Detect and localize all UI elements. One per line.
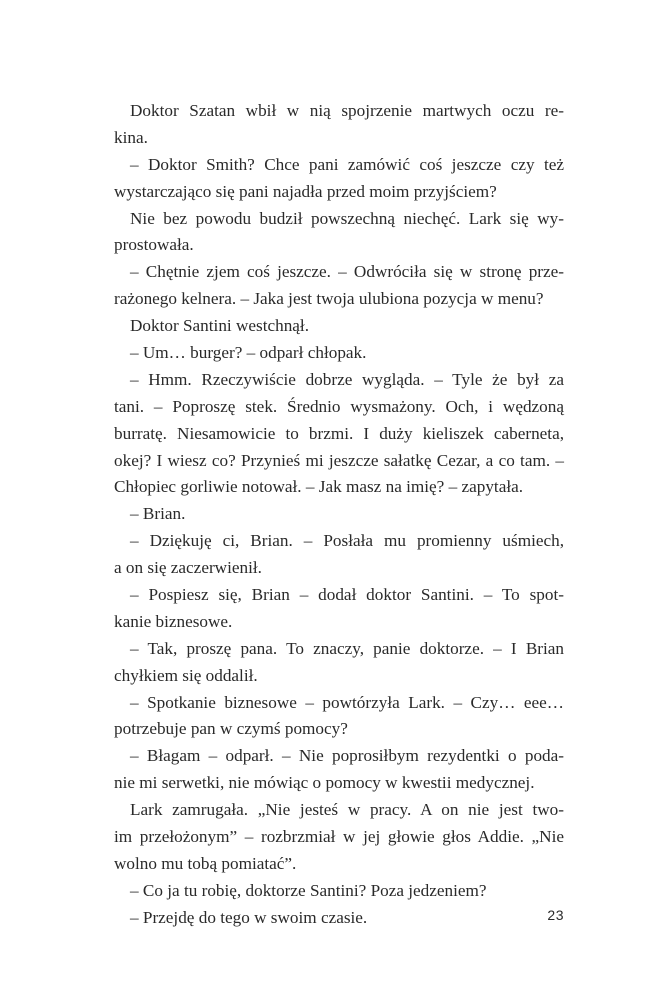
text-line: – Błagam – odparł. – Nie poprosiłbym rezydentki o poda- (130, 746, 564, 766)
text-line: – Dziękuję ci, Brian. – Posłała mu promienny uśmiech, (130, 531, 564, 551)
text-line: – Chętnie zjem coś jeszcze. – Odwróciła się w stronę prze- (130, 262, 564, 282)
text-line: Chłopiec gorliwie notował. – Jak masz na imię? – zapytała. (114, 477, 524, 497)
text-line: – Brian. (130, 504, 186, 524)
text-line: – Pospiesz się, Brian – dodał doktor Santini. – To spot- (130, 585, 564, 605)
text-line: Doktor Szatan wbił w nią spojrzenie martwych oczu re- (130, 101, 564, 120)
text-line: kanie biznesowe. (114, 611, 233, 631)
text-line: burratę. Niesamowicie to brzmi. I duży kieliszek caberneta, (114, 423, 564, 443)
text-line: – Przejdę do tego w swoim czasie. (130, 907, 368, 927)
text-line: tani. – Poproszę stek. Średnio wysmażony. Och, i wędzoną (114, 396, 564, 416)
text-line: – Spotkanie biznesowe – powtórzyła Lark. – Czy… eee… (130, 692, 564, 712)
text-line: – Um… burger? – odparł chłopak. (130, 343, 367, 363)
text-line: Nie bez powodu budził powszechną niechęć. Lark się wy- (130, 208, 564, 228)
text-line: – Tak, proszę pana. To znaczy, panie doktorze. – I Brian (130, 638, 564, 658)
text-line: kina. (114, 127, 148, 147)
text-line: okej? I wiesz co? Przynieś mi jeszcze sałatkę Cezar, a co tam. – (114, 450, 564, 470)
body-text (114, 98, 564, 932)
text-line: – Doktor Smith? Chce pani zamówić coś jeszcze czy też (130, 154, 564, 174)
text-line: Doktor Santini westchnął. (130, 316, 310, 336)
text-line: potrzebuje pan w czymś pomocy? (114, 719, 348, 739)
text-line: Lark zamrugała. „Nie jesteś w pracy. A on nie jest two- (130, 800, 564, 820)
text-line: nie mi serwetki, nie mówiąc o pomocy w kwestii medycznej. (114, 773, 535, 793)
page-number: 23 (547, 907, 564, 923)
text-line: wystarczająco się pani najadła przed moim przyjściem? (114, 181, 497, 201)
text-line: chyłkiem się oddalił. (114, 665, 258, 685)
text-line: a on się zaczerwienił. (114, 558, 262, 578)
text-line: – Co ja tu robię, doktorze Santini? Poza jedzeniem? (130, 880, 487, 900)
text-line: wolno mu tobą pomiatać”. (114, 853, 297, 873)
text-line: im przełożonym” – rozbrzmiał w jej głowie głos Addie. „Nie (114, 827, 564, 847)
text-line: – Hmm. Rzeczywiście dobrze wygląda. – Tyle że był za (130, 369, 564, 389)
text-line: rażonego kelnera. – Jaka jest twoja ulubiona pozycja w menu? (114, 289, 544, 309)
text-line: prostowała. (114, 235, 194, 255)
